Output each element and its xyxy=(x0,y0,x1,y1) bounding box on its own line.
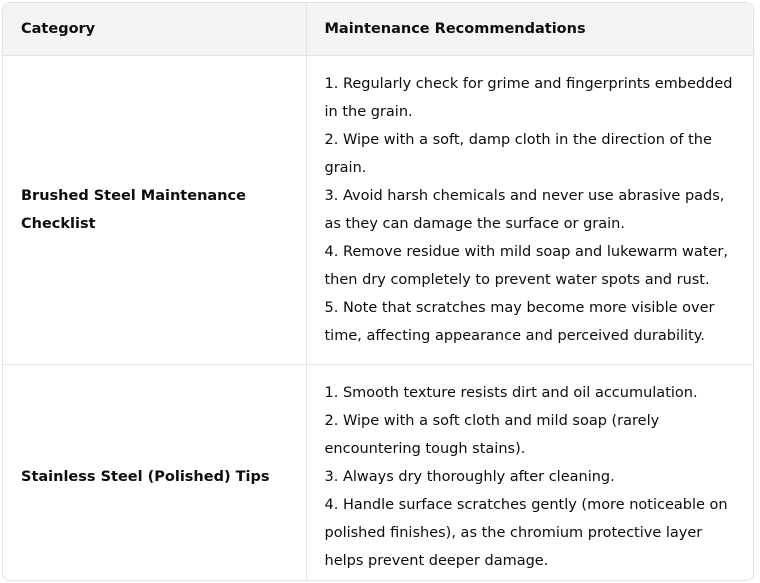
recommendation-item: 2. Wipe with a soft, damp cloth in the direction of the grain. xyxy=(324,132,712,176)
recommendation-item: 4. Remove residue with mild soap and lukewarm water, then dry completely to prevent water spots and rust. xyxy=(324,244,728,288)
recommendations-cell xyxy=(306,365,754,582)
recommendation-item: 1. Regularly check for grime and fingerprints embedded in the grain. xyxy=(324,76,733,120)
header-category: Category xyxy=(3,3,306,56)
recommendation-item: 3. Always dry thoroughly after cleaning. xyxy=(324,469,615,485)
header-recommendations: Maintenance Recommendations xyxy=(306,3,754,56)
maintenance-table xyxy=(3,3,754,581)
recommendation-item: 4. Handle surface scratches gently (more noticeable on polished finishes), as the chromium protective layer helps prevent deeper damage. xyxy=(324,497,728,569)
recommendation-item: 3. Avoid harsh chemicals and never use abrasive pads, as they can damage the surface or grain. xyxy=(324,188,725,232)
table-header-row xyxy=(3,3,754,56)
table-row xyxy=(3,56,754,365)
table-row xyxy=(3,365,754,582)
recommendation-item: 1. Smooth texture resists dirt and oil accumulation. xyxy=(324,385,698,401)
recommendation-item: 2. Wipe with a soft cloth and mild soap (rarely encountering tough stains). xyxy=(324,413,660,457)
recommendation-item: 5. Note that scratches may become more visible over time, affecting appearance and perceived durability. xyxy=(324,300,715,344)
recommendations-cell xyxy=(306,56,754,365)
category-cell: Stainless Steel (Polished) Tips xyxy=(21,469,270,485)
category-cell: Brushed Steel Maintenance Checklist xyxy=(3,56,306,365)
maintenance-table-container xyxy=(2,2,754,581)
